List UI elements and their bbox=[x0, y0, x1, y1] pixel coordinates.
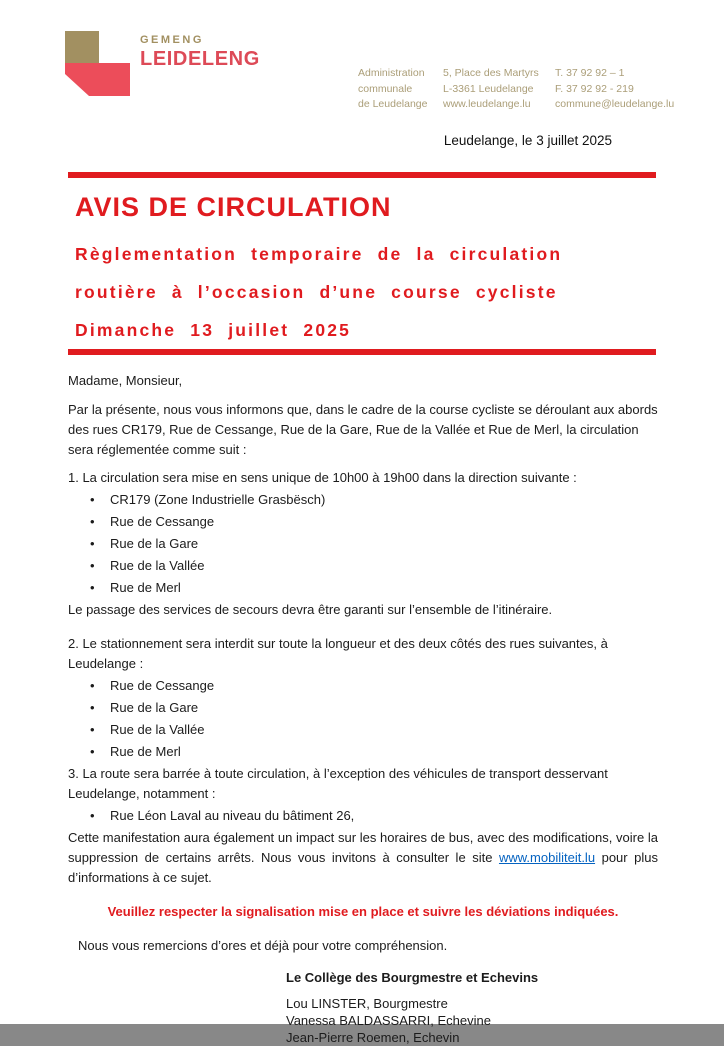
letter-body bbox=[68, 371, 658, 1046]
contact-line: de Leudelange bbox=[358, 98, 428, 110]
letter-content bbox=[0, 172, 724, 1046]
subtitle-line-1: Règlementation temporaire de la circulation bbox=[75, 244, 563, 264]
section3-street-list bbox=[68, 806, 658, 826]
bus-text-before: Cette manifestation aura également un impact sur les horaires de bus, avec des modifications, voire la suppression de certains arrêts. Nous vous invitons à consulter le site bbox=[68, 830, 658, 865]
list-item: • Rue de la Vallée bbox=[68, 720, 658, 740]
notice-subtitle bbox=[75, 235, 724, 349]
contact-line: Administration bbox=[358, 67, 425, 79]
section1-note: Le passage des services de secours devra être garanti sur l’ensemble de l’itinéraire. bbox=[68, 602, 553, 617]
contact-email: commune@leudelange.lu bbox=[555, 98, 675, 110]
list-item: • Rue de Merl bbox=[68, 742, 658, 762]
subtitle-line-3: Dimanche 13 juillet 2025 bbox=[75, 320, 352, 340]
commune-logo bbox=[65, 31, 260, 97]
contact-line: 5, Place des Martyrs bbox=[443, 67, 539, 79]
section1-street-list bbox=[68, 490, 658, 598]
thanks-paragraph: Nous vous remercions d’ores et déjà pour votre compréhension. bbox=[78, 938, 448, 953]
list-item: • Rue de la Gare bbox=[68, 534, 658, 554]
mobiliteit-link[interactable]: www.mobiliteit.lu bbox=[498, 850, 596, 865]
signature-name-2: Vanessa BALDASSARRI, Echevine bbox=[286, 1013, 491, 1028]
contact-phone: T. 37 92 92 – 1 bbox=[555, 67, 625, 79]
section2-street-list bbox=[68, 676, 658, 762]
bottom-red-rule bbox=[68, 349, 656, 355]
date-line: Leudelange, le 3 juillet 2025 bbox=[443, 133, 612, 148]
list-item: • Rue de Cessange bbox=[68, 512, 658, 532]
contact-administration bbox=[358, 66, 443, 113]
logo-gemeng-label: GEMENG bbox=[140, 34, 204, 46]
contact-fax: F. 37 92 92 - 219 bbox=[555, 82, 634, 95]
signature-name-3: Jean-Pierre Roemen, Echevin bbox=[286, 1030, 460, 1045]
list-item: • CR179 (Zone Industrielle Grasbësch) bbox=[68, 490, 658, 510]
list-item: • Rue de la Gare bbox=[68, 698, 658, 718]
logo-text bbox=[140, 31, 260, 97]
intro-paragraph: Par la présente, nous vous informons que, dans le cadre de la course cycliste se déroulant aux abords des rues CR179, Rue de Cessange, Rue de la Gare, Rue de la Vallée et Rue de Merl, la circulation sera réglementée comme suit : bbox=[68, 402, 658, 457]
list-item: • Rue Léon Laval au niveau du bâtiment 26, bbox=[68, 806, 658, 826]
subtitle-line-2: routière à l’occasion d’une course cycliste bbox=[75, 282, 558, 302]
page-title: AVIS DE CIRCULATION bbox=[75, 192, 392, 222]
section1-heading: 1. La circulation sera mise en sens unique de 10h00 à 19h00 dans la direction suivante : bbox=[68, 470, 577, 485]
contact-address bbox=[443, 66, 555, 113]
signature-block bbox=[286, 968, 658, 1046]
list-item: • Rue de la Vallée bbox=[68, 556, 658, 576]
contact-phone-email bbox=[555, 66, 674, 113]
logo-mark-icon bbox=[65, 31, 131, 97]
signature-name-1: Lou LINSTER, Bourgmestre bbox=[286, 996, 448, 1011]
bus-paragraph bbox=[68, 828, 658, 888]
warning-statement: Veuillez respecter la signalisation mise en place et suivre les déviations indiquées. bbox=[107, 904, 619, 919]
signature-college: Le Collège des Bourgmestre et Echevins bbox=[286, 970, 539, 985]
salutation: Madame, Monsieur, bbox=[68, 373, 183, 388]
top-red-rule bbox=[68, 172, 656, 178]
section3-heading: 3. La route sera barrée à toute circulation, à l’exception des véhicules de transport desservant Leudelange, notamment : bbox=[68, 766, 608, 801]
logo-leideleng-label: LEIDELENG bbox=[140, 48, 260, 70]
list-item: • Rue de Cessange bbox=[68, 676, 658, 696]
list-item: • Rue de Merl bbox=[68, 578, 658, 598]
contact-block bbox=[358, 66, 674, 113]
contact-website: www.leudelange.lu bbox=[443, 98, 531, 110]
bus-text-after: pour plus d’informations à ce sujet. bbox=[68, 850, 658, 885]
contact-line: L-3361 Leudelange bbox=[443, 82, 534, 95]
contact-line: communale bbox=[358, 82, 413, 95]
section2-heading: 2. Le stationnement sera interdit sur toute la longueur et des deux côtés des rues suivantes, à Leudelange : bbox=[68, 636, 608, 671]
